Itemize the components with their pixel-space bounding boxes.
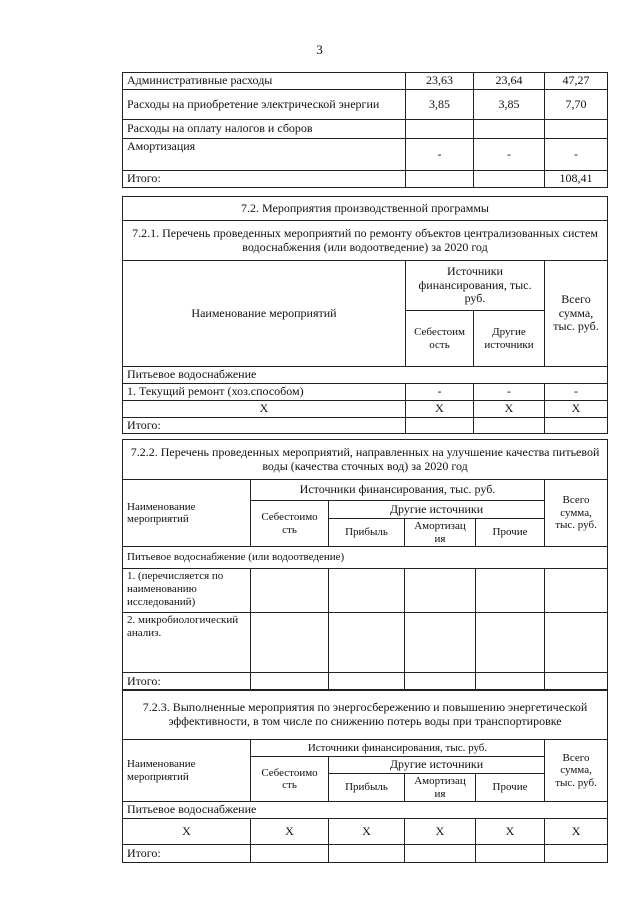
- cell-value: 23,63: [406, 73, 474, 90]
- cell-value: [545, 120, 608, 139]
- col-name-header: Наименование мероприятий: [123, 480, 251, 547]
- table-row: [123, 171, 608, 188]
- cell-value: -: [545, 384, 608, 401]
- group-label: Питьевое водоснабжение: [123, 802, 608, 819]
- row-label: 1. (перечисляется по наименованию исследований): [123, 569, 251, 613]
- cell-value: -: [474, 139, 545, 171]
- col-misc-header: Прочие: [476, 519, 545, 547]
- cell-value: -: [406, 384, 474, 401]
- cell-value: X: [123, 819, 251, 845]
- col-total-header: Всего сумма, тыс. руб.: [545, 261, 608, 367]
- col-amort-header: Амортизац ия: [405, 519, 476, 547]
- row-label: 2. микробиологический анализ.: [123, 613, 251, 673]
- col-other-header: Другие источники: [474, 311, 545, 367]
- section-title: 7.2.3. Выполненные мероприятия по энергосбережению и повышению энергетической эффективности, в том числе по снижению потерь воды при транспортировке: [123, 690, 608, 740]
- col-total-header: Всего сумма, тыс. руб.: [545, 740, 608, 802]
- row-label: Расходы на приобретение электрической энергии: [123, 90, 406, 120]
- col-cost-header: Себестоимо сть: [251, 757, 329, 802]
- section-heading: 7.2. Мероприятия производственной программы: [123, 197, 608, 221]
- cell-value: X: [474, 400, 545, 417]
- cell-value: X: [545, 819, 608, 845]
- expenses-table: [122, 72, 608, 188]
- col-cost-header: Себестоимо сть: [251, 501, 329, 547]
- col-cost-header: Себестоим ость: [406, 311, 474, 367]
- row-label: Расходы на оплату налогов и сборов: [123, 120, 406, 139]
- cell-value: 3,85: [474, 90, 545, 120]
- repair-table: [122, 196, 608, 434]
- section-title: 7.2.2. Перечень проведенных мероприятий, направленных на улучшение качества питьевой воды (качества сточных вод) за 2020 год: [123, 440, 608, 480]
- col-misc-header: Прочие: [476, 774, 545, 802]
- group-label: Питьевое водоснабжение: [123, 367, 608, 384]
- row-label: 1. Текущий ремонт (хоз.способом): [123, 384, 406, 401]
- cell-value: X: [405, 819, 476, 845]
- cell-value: X: [545, 400, 608, 417]
- table-row: [123, 73, 608, 90]
- table-row: [123, 90, 608, 120]
- col-other-header: Другие источники: [329, 501, 545, 519]
- col-amort-header: Амортизац ия: [405, 774, 476, 802]
- col-name-header: Наименование мероприятий: [123, 261, 406, 367]
- cell-value: -: [545, 139, 608, 171]
- table-row: [123, 400, 608, 417]
- table-row: [123, 384, 608, 401]
- total-label: Итого:: [123, 171, 406, 188]
- col-total-header: Всего сумма, тыс. руб.: [545, 480, 608, 547]
- table-row: [123, 819, 608, 845]
- col-other-header: Другие источники: [329, 757, 545, 774]
- table-row: [123, 569, 608, 613]
- page-number: 3: [316, 42, 323, 57]
- cell-value: X: [251, 819, 329, 845]
- col-profit-header: Прибыль: [329, 519, 405, 547]
- table-row: [123, 139, 608, 171]
- col-profit-header: Прибыль: [329, 774, 405, 802]
- energy-saving-table: [122, 689, 608, 863]
- cell-value: -: [406, 139, 474, 171]
- total-label: Итого:: [123, 845, 251, 863]
- cell-value: X: [476, 819, 545, 845]
- cell-value: X: [329, 819, 405, 845]
- table-row: [123, 613, 608, 673]
- group-label: Питьевое водоснабжение (или водоотведение): [123, 547, 608, 569]
- row-label: Административные расходы: [123, 73, 406, 90]
- total-label: Итого:: [123, 673, 251, 691]
- col-name-header: Наименование мероприятий: [123, 740, 251, 802]
- cell-value: -: [474, 384, 545, 401]
- col-sources-header: Источники финансирования, тыс. руб.: [251, 480, 545, 501]
- cell-value: [406, 120, 474, 139]
- cell-value: [474, 120, 545, 139]
- col-sources-header: Источники финансирования, тыс. руб.: [406, 261, 545, 311]
- table-row: [123, 120, 608, 139]
- total-label: Итого:: [123, 417, 406, 434]
- cell-value: 47,27: [545, 73, 608, 90]
- cell-value: X: [406, 400, 474, 417]
- cell-value: 23,64: [474, 73, 545, 90]
- col-sources-header: Источники финансирования, тыс. руб.: [251, 740, 545, 757]
- cell-value: 3,85: [406, 90, 474, 120]
- cell-value: 7,70: [545, 90, 608, 120]
- section-title: 7.2.1. Перечень проведенных мероприятий по ремонту объектов централизованных систем водоснабжения (или водоотведение) за 2020 год: [123, 221, 608, 261]
- row-label: Амортизация: [123, 139, 406, 171]
- cell-value: X: [123, 400, 406, 417]
- water-quality-table: [122, 439, 608, 691]
- total-value: 108,41: [545, 171, 608, 188]
